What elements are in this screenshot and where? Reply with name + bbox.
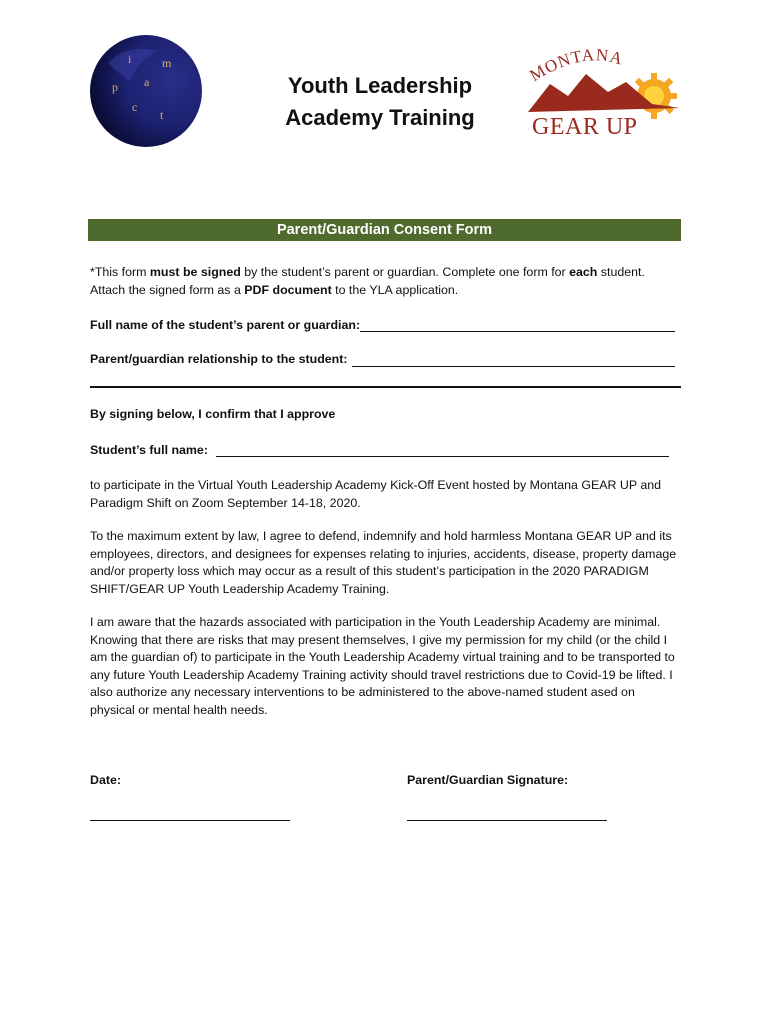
intro-emphasis: must be signed: [149, 265, 241, 279]
page-title: [260, 70, 500, 134]
student-name-label: Student’s full name:: [90, 443, 208, 457]
logo-letter: p: [112, 80, 118, 94]
title-line-2: Academy Training: [285, 105, 475, 130]
parent-name-label: Full name of the student’s parent or guardian:: [90, 318, 361, 332]
logo-letter: c: [132, 100, 138, 114]
section-divider: [90, 386, 681, 388]
signature-label: Parent/Guardian Signature:: [407, 773, 569, 787]
participation-paragraph: to participate in the Virtual Youth Leadership Academy Kick-Off Event hosted by Montana GEAR UP and Paradigm Shift on Zoom September 14-18, 2020.: [90, 478, 662, 510]
logo-letter: i: [128, 52, 132, 66]
hazards-paragraph: I am aware that the hazards associated with participation in the Youth Leadership Academy are minimal. Knowing that there are risks that may present themselves, I give my permission for my child (or the child I am the guardian of) to participate in the Youth Leadership Academy virtual training and to be transported to any future Youth Leadership Academy Training activity should travel restrictions due to Covid-19 be lifted. I also authorize any necessary interventions to be administered to the above-named student ased on physical or mental health needs.: [90, 615, 675, 717]
intro-emphasis: PDF document: [244, 282, 332, 297]
form-title-banner: Parent/Guardian Consent Form: [88, 219, 681, 241]
intro-text: by the student’s parent or guardian. Complete one form for: [240, 265, 570, 279]
logo-letter: m: [162, 56, 172, 70]
logo-letter: a: [144, 75, 150, 89]
logo-letter: t: [160, 108, 164, 122]
confirm-heading: By signing below, I confirm that I approve: [90, 407, 336, 421]
indemnity-paragraph: To the maximum extent by law, I agree to defend, indemnify and hold harmless Montana GEAR UP and its employees, directors, and designees for expenses relating to injuries, accidents, disease, property damage and/or property loss which may occur as a result of this student’s participation in the 2020 PARADIGM SHIFT/GEAR UP Youth Leadership Academy Training.: [90, 529, 677, 596]
title-line-1: Youth Leadership: [287, 73, 473, 98]
logo-montana-text: MONTANA: [526, 48, 626, 86]
date-field[interactable]: [90, 820, 290, 821]
intro-text: to the YLA application.: [331, 282, 459, 297]
relationship-field[interactable]: [352, 366, 675, 367]
relationship-label: Parent/guardian relationship to the student:: [90, 352, 348, 366]
date-label: Date:: [90, 773, 121, 787]
parent-name-field[interactable]: [360, 331, 675, 332]
montana-gear-up-logo: [524, 48, 684, 140]
logo-gear-up-text: GEAR UP: [532, 114, 638, 140]
intro-emphasis: each: [569, 265, 598, 279]
student-name-field[interactable]: [216, 456, 669, 457]
signature-field[interactable]: [407, 820, 607, 821]
intro-text: *This form: [90, 265, 150, 279]
impact-logo: [88, 33, 204, 149]
intro-text: student. Attach the signed form as a: [90, 265, 645, 297]
intro-instructions: [90, 264, 682, 299]
